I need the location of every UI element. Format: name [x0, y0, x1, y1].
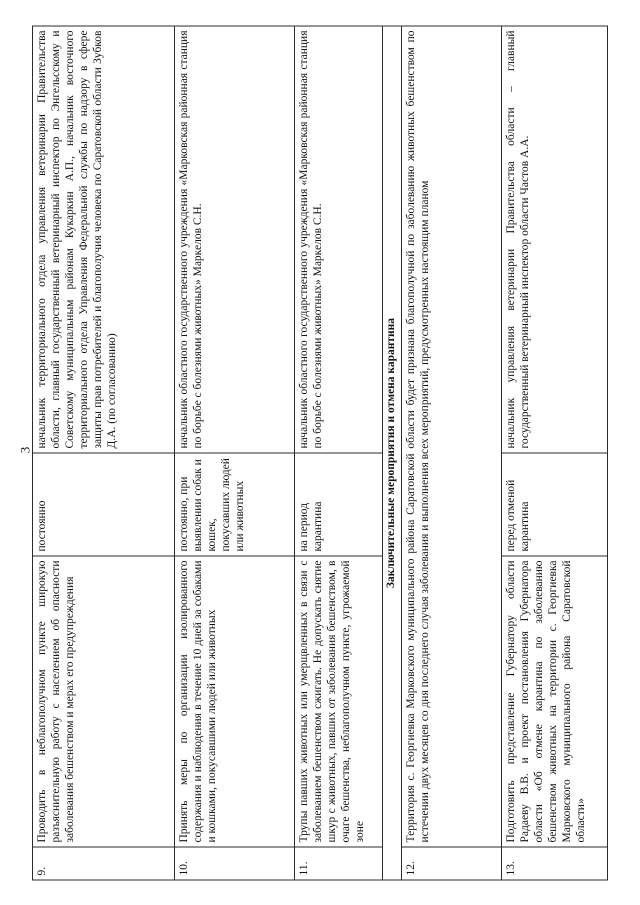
action-cell: Подготовить представление Губернатору области Радаеву В.В. и проект постановления Губернатора области «Об отмене карантина по заболеванию бешенством животных на территории с. Георгиевка Марковского муниципального района Саратовской области» [502, 556, 608, 847]
row-number: 12. [402, 847, 502, 880]
table-row [502, 26, 608, 880]
table-row [175, 26, 295, 880]
plan-table [32, 25, 608, 880]
row-number: 9. [33, 847, 175, 880]
responsible-cell: начальник территориального отдела управления ветеринарии Правительства области, главный государственный ветеринарный инспектор по Энгельсскому и Советскому муниципальным районам Кукаркин А.П., начальник восточного территориального отдела Управления Федеральной службы по надзору в сфере защиты прав потребителей и благополучия человека по Саратовской области Зубков Д.А. (по согласованию) [33, 26, 175, 453]
section-row [383, 26, 402, 880]
term-cell: на период карантина [295, 453, 383, 556]
term-cell: перед отменой карантина [502, 453, 608, 556]
row-number: 10. [175, 847, 295, 880]
table-row [33, 26, 175, 880]
rotated-page [32, 25, 608, 880]
action-cell: Проводить в неблагополучном пункте широкую разъяснительную работу с населением об опасности заболевания бешенством и мерах его предупреждения [33, 556, 175, 847]
responsible-cell: начальник областного государственного учреждения «Марковская районная станция по борьбе с болезнями животных» Маркелов С.Н. [295, 26, 383, 453]
page-number: 3 [17, 446, 33, 454]
action-cell: Принять меры по организации изолированного содержания и наблюдения в течение 10 дней за собаками и кошками, покусавшими людей или животных [175, 556, 295, 847]
table-row [295, 26, 383, 880]
row-number: 13. [502, 847, 608, 880]
responsible-cell: начальник управления ветеринарии Правительства области – главный государственный ветеринарный инспектор области Частов А.А. [502, 26, 608, 453]
action-cell: Территория с. Георгиевка Марковского муниципального района Саратовской области будет признана благополучной по заболеванию животных бешенством по истечении двух месяцев со дня последнего случая заболевания и выполнения всех мероприятий, предусмотренных настоящим планом [402, 26, 502, 847]
term-cell: постоянно [33, 453, 175, 556]
action-cell: Трупы павших животных или умерщвленных в связи с заболеванием бешенством сжигать. Не допускать снятие шкур с животных, павших от заболевания бешенством, в очаге бешенства, неблагополучном пункте, угрожаемой зоне [295, 556, 383, 847]
responsible-cell: начальник областного государственного учреждения «Марковская районная станция по борьбе с болезнями животных» Маркелов С.Н. [175, 26, 295, 453]
row-number: 11. [295, 847, 383, 880]
term-cell: постоянно, при выявлении собак и кошек, покусавших людей или животных [175, 453, 295, 556]
table-row [402, 26, 502, 880]
section-title: Заключительные мероприятия и отмена карантина [383, 26, 402, 880]
